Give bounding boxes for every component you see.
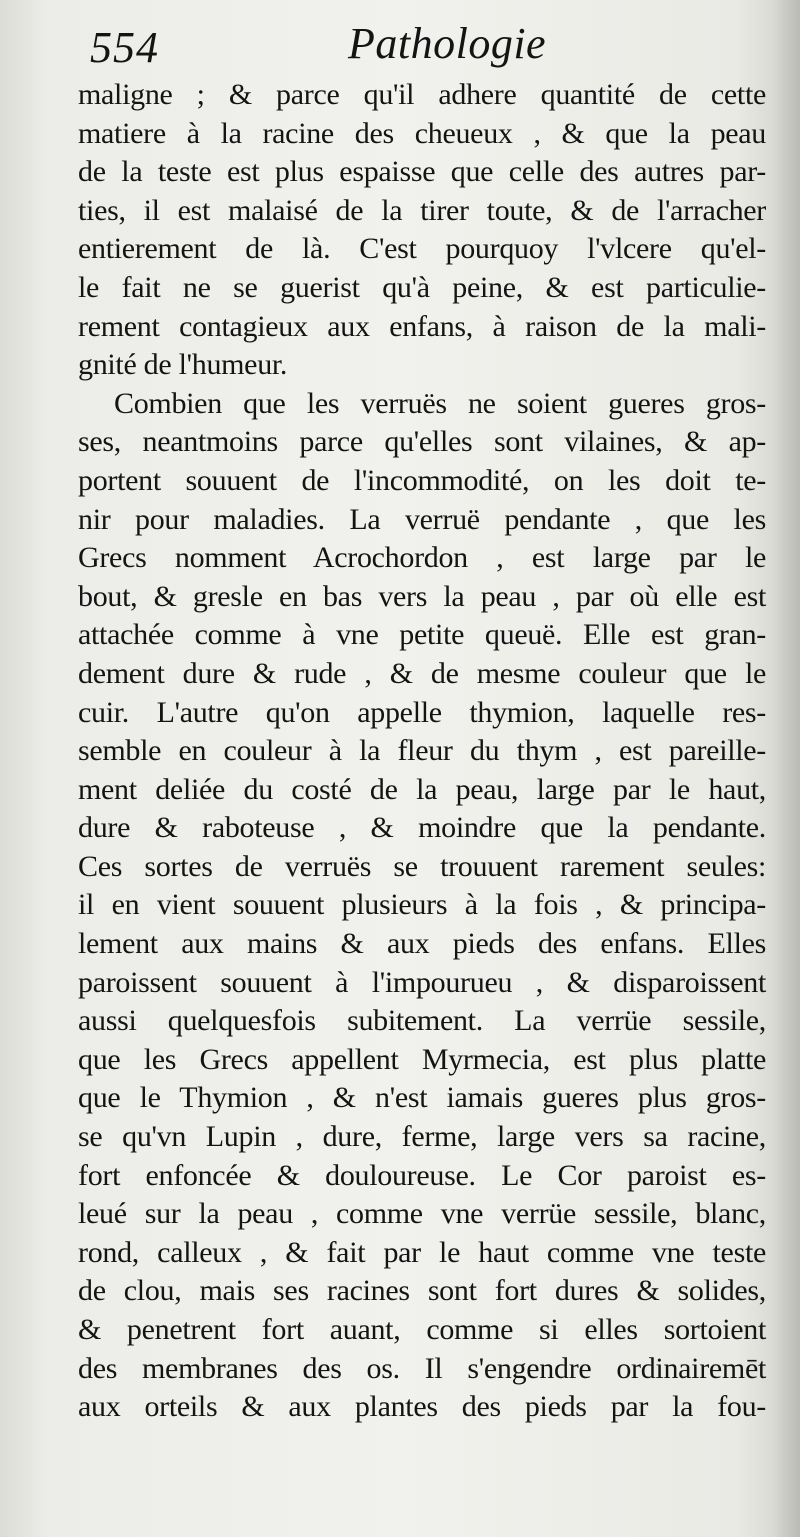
text-line: de la teste est plus espaisse que celle des autres par- [78,155,766,189]
text-line: que le Thymion , & n'est iamais gueres plus gros- [78,1081,766,1115]
text-line: & penetrent fort auant, comme si elles sortoient [78,1313,766,1346]
text-line: rond, calleux , & fait par le haut comme vne teste [78,1235,766,1269]
text-line: entierement de là. C'est pourquoy l'vlcere qu'el- [78,232,766,266]
text-line: paroissent souuent à l'impourueu , & disparoissent [78,965,766,999]
text-line: ses, neantmoins parce qu'elles sont vilaines, & ap- [78,425,766,459]
text-line: leué sur la peau , comme vne verrüe sessile, blanc, [78,1197,766,1231]
text-line: semble en couleur à la fleur du thym , est pareille- [78,734,766,768]
text-line: rement contagieux aux enfans, à raison de la mali- [78,309,766,343]
text-line: matiere à la racine des cheueux , & que la peau [78,116,766,150]
text-line: dure & raboteuse , & moindre que la pendante. [78,811,766,845]
text-line: Grecs nomment Acrochordon , est large par le [78,541,766,575]
text-line: aussi quelquesfois subitement. La verrüe sessile, [78,1004,766,1038]
running-head: Pathologie [348,19,547,68]
text-line: que les Grecs appellent Myrmecia, est plus platte [78,1042,766,1076]
text-line: de clou, mais ses racines sont fort dures & solides, [78,1274,766,1308]
text-line: dement dure & rude , & de mesme couleur que le [78,656,766,690]
text-line: attachée comme à vne petite queuë. Elle est gran- [78,618,766,652]
text-line: se qu'vn Lupin , dure, ferme, large vers sa racine, [78,1120,766,1154]
text-line: des membranes des os. Il s'engendre ordinairemēt [78,1351,766,1385]
text-line: le fait ne se guerist qu'à peine, & est particulie- [78,270,766,304]
paragraph-end-line: gnité de l'humeur. [78,348,288,382]
text-line: portent souuent de l'incommodité, on les doit te- [78,463,766,497]
text-line: maligne ; & parce qu'il adhere quantité de cette [78,78,766,111]
paragraph-first-line: Combien que les verruës ne soient gueres gros- [114,386,766,420]
text-line: ties, il est malaisé de la tirer toute, & de l'arracher [78,193,766,227]
text-line: cuir. L'autre qu'on appelle thymion, laquelle res- [78,695,766,729]
text-line: fort enfoncée & douloureuse. Le Cor paroist es- [78,1158,766,1192]
text-line: Ces sortes de verruës se trouuent rarement seules: [78,849,766,883]
page-header [90,18,762,74]
page-number: 554 [90,23,159,72]
text-line: ment deliée du costé de la peau, large par le haut, [78,772,766,806]
text-line: nir pour maladies. La verruë pendante , que les [78,502,766,536]
text-line: aux orteils & aux plantes des pieds par la fou- [78,1390,766,1424]
text-line: bout, & gresle en bas vers la peau , par où elle est [78,579,766,613]
body-text [78,76,766,1427]
text-line: il en vient souuent plusieurs à la fois , & principa- [78,888,766,922]
text-line: lement aux mains & aux pieds des enfans. Elles [78,927,766,961]
